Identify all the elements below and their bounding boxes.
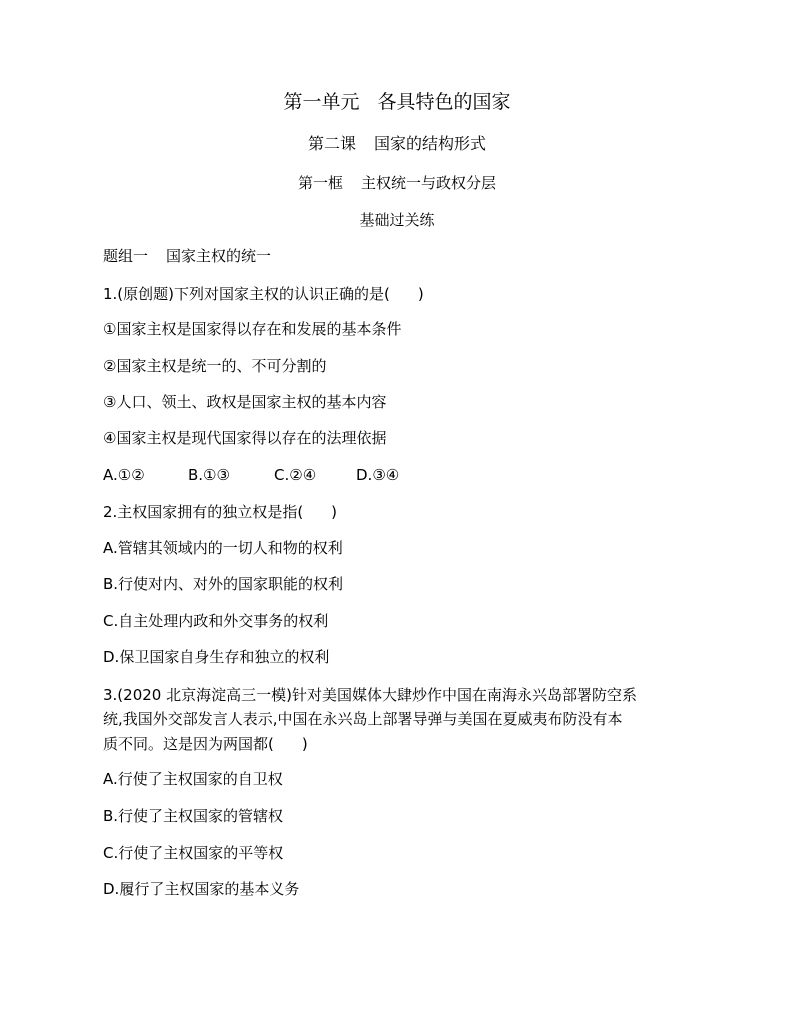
- question-1-statement: ③人口、领土、政权是国家主权的基本内容: [103, 393, 387, 411]
- question-1-options: [103, 464, 416, 486]
- question-3-option-d[interactable]: D.履行了主权国家的基本义务: [103, 880, 300, 898]
- group-heading: [103, 245, 271, 267]
- question-2-close-paren: ): [331, 503, 338, 521]
- group-heading-number: 题组一: [103, 247, 149, 265]
- question-1-stem: [103, 283, 424, 305]
- lesson-title: [0, 131, 794, 157]
- question-3-stem-line-3: [103, 733, 308, 755]
- lesson-title-number: 第二课: [307, 134, 356, 153]
- question-1-statement: ④国家主权是现代国家得以存在的法理依据: [103, 429, 387, 447]
- question-1-statement: ②国家主权是统一的、不可分割的: [103, 357, 327, 375]
- question-2-stem: [103, 501, 337, 523]
- question-2-option-b[interactable]: B.行使对内、对外的国家职能的权利: [103, 575, 344, 593]
- unit-title-text: 各具特色的国家: [377, 91, 511, 113]
- unit-title: [0, 88, 794, 116]
- lesson-title-text: 国家的结构形式: [374, 134, 487, 153]
- question-1-option-d[interactable]: D.③④: [356, 466, 400, 484]
- question-3-option-c[interactable]: C.行使了主权国家的平等权: [103, 844, 284, 862]
- question-2-stem-text: 2.主权国家拥有的独立权是指(: [103, 503, 304, 521]
- question-3-close-paren: ): [301, 735, 308, 753]
- section-label: 基础过关练: [359, 211, 435, 229]
- question-1-close-paren: ): [417, 285, 424, 303]
- question-3-stem-text: 质不同。这是因为两国都(: [103, 735, 274, 753]
- question-1-option-b[interactable]: B.①③: [188, 466, 230, 484]
- frame-title-number: 第一框: [297, 174, 343, 192]
- unit-title-number: 第一单元: [283, 91, 360, 113]
- question-3-option-a[interactable]: A.行使了主权国家的自卫权: [103, 770, 283, 788]
- question-1-stem-text: 1.(原创题)下列对国家主权的认识正确的是(: [103, 285, 390, 303]
- question-3-option-b[interactable]: B.行使了主权国家的管辖权: [103, 807, 284, 825]
- question-2-option-a[interactable]: A.管辖其领域内的一切人和物的权利: [103, 539, 343, 557]
- question-3-stem-line-2: 统,我国外交部发言人表示,中国在永兴岛上部署导弹与美国在夏威夷布防没有本: [103, 710, 623, 728]
- frame-title-text: 主权统一与政权分层: [361, 174, 497, 192]
- question-1-option-c[interactable]: C.②④: [274, 466, 317, 484]
- question-2-option-d[interactable]: D.保卫国家自身生存和独立的权利: [103, 648, 330, 666]
- frame-title: [0, 171, 794, 195]
- question-1-option-a[interactable]: A.①②: [103, 466, 145, 484]
- group-heading-text: 国家主权的统一: [166, 247, 272, 265]
- question-3-stem-line-1: 3.(2020 北京海淀高三一模)针对美国媒体大肆炒作中国在南海永兴岛部署防空系: [103, 686, 637, 704]
- question-1-statement: ①国家主权是国家得以存在和发展的基本条件: [103, 320, 402, 338]
- question-2-option-c[interactable]: C.自主处理内政和外交事务的权利: [103, 612, 329, 630]
